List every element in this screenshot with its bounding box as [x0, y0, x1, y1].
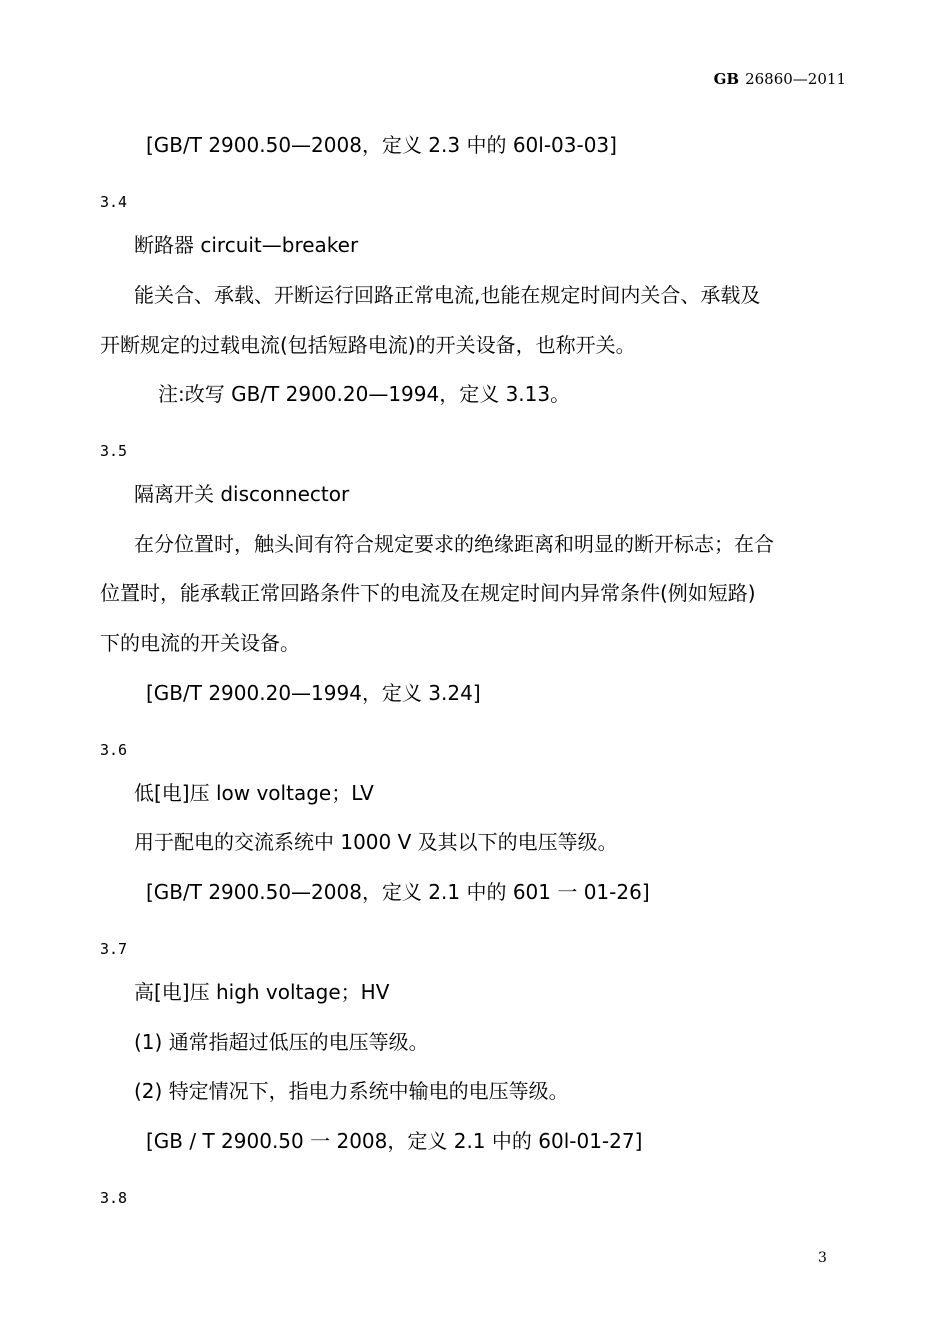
section-number-3-7: 3.7 [100, 940, 128, 958]
standard-number: 26860—2011 [745, 70, 846, 88]
term-circuit-breaker: 断路器 circuit—breaker [134, 233, 359, 257]
definition-line: 位置时，能承载正常回路条件下的电流及在规定时间内异常条件(例如短路) [100, 581, 756, 605]
definition-line: 开断规定的过载电流(包括短路电流)的开关设备，也称开关。 [100, 333, 636, 357]
section-number-3-6: 3.6 [100, 741, 128, 759]
definition-line: 用于配电的交流系统中 1000 V 及其以下的电压等级。 [134, 830, 618, 854]
standard-header [714, 70, 846, 88]
page-number: 3 [818, 1250, 827, 1266]
section-number-3-5: 3.5 [100, 442, 128, 460]
definition-line: 能关合、承载、开断运行回路正常电流,也能在规定时间内关合、承载及 [134, 283, 761, 307]
reference-line: [GB/T 2900.20—1994，定义 3.24] [146, 681, 481, 705]
standard-prefix: GB [713, 70, 740, 88]
reference-line: [GB/T 2900.50—2008，定义 2.1 中的 601 一 01-26] [146, 880, 650, 904]
list-item: (2) 特定情况下，指电力系统中输电的电压等级。 [134, 1079, 569, 1103]
term-low-voltage: 低[电]压 low voltage；LV [134, 781, 374, 805]
definition-line: 在分位置时，触头间有符合规定要求的绝缘距离和明显的断开标志；在合 [134, 532, 774, 556]
section-number-3-4: 3.4 [100, 193, 128, 211]
reference-line: [GB / T 2900.50 一 2008，定义 2.1 中的 60l-01-27] [146, 1129, 643, 1153]
reference-previous: [GB/T 2900.50—2008，定义 2.3 中的 60l-03-03] [146, 133, 617, 157]
term-high-voltage: 高[电]压 high voltage；HV [134, 980, 390, 1004]
list-item: (1) 通常指超过低压的电压等级。 [134, 1030, 429, 1054]
section-number-3-8: 3.8 [100, 1189, 128, 1207]
note-line: 注:改写 GB/T 2900.20—1994，定义 3.13。 [158, 382, 571, 406]
term-disconnector: 隔离开关 disconnector [134, 482, 350, 506]
definition-line: 下的电流的开关设备。 [100, 631, 300, 655]
